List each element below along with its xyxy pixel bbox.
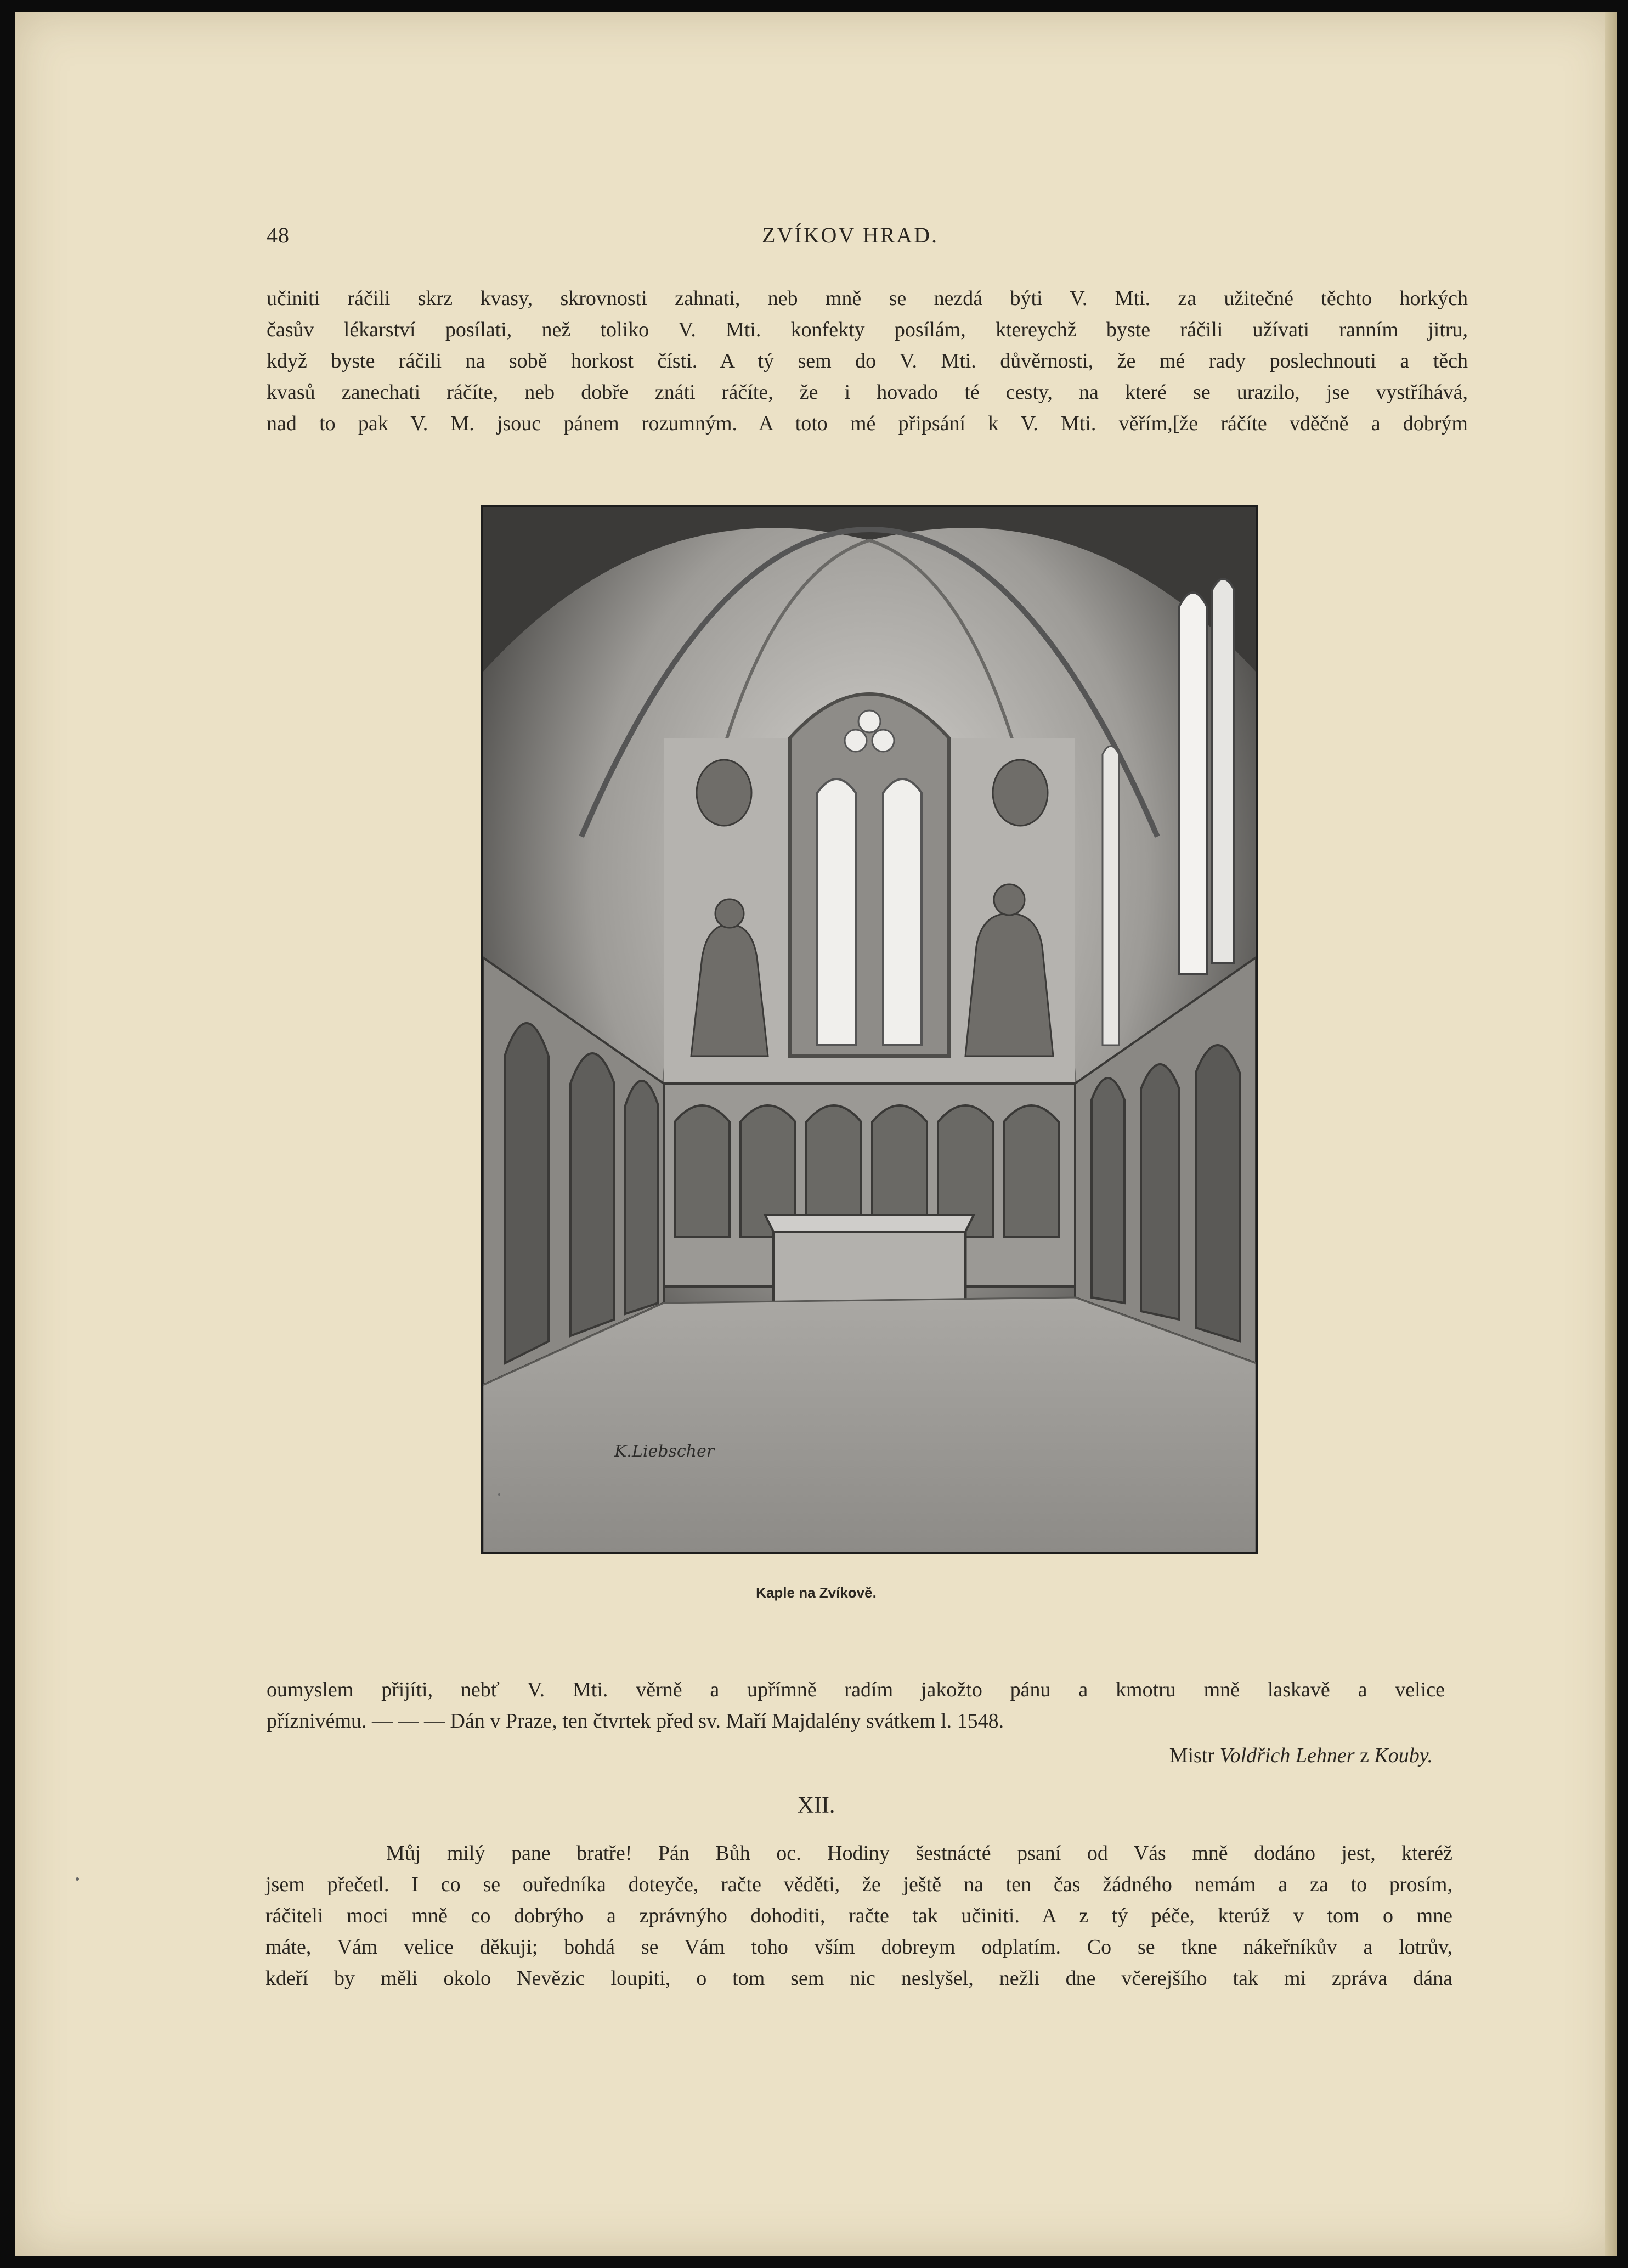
text-line: kvasů zanechati ráčíte, neb dobře znáti ráčíte, že i hovado té cesty, na které se urazilo, jse vystříhává,	[267, 381, 1468, 404]
text-line: kdeří by měli okolo Nevězic loupiti, o tom sem nic neslyšel, nežli dne včerejšího tak mi zpráva dána	[265, 1967, 1452, 1990]
text-line: Můj milý pane bratře! Pán Bůh oc. Hodiny šestnácté psaní od Vás mně dodáno jest, kteréž	[386, 1842, 1452, 1865]
signature-name: Voldřich Lehner	[1219, 1744, 1355, 1767]
section-heading: XII.	[797, 1793, 835, 1818]
figure-caption: Kaple na Zvíkově.	[756, 1584, 877, 1601]
running-head: ZVÍKOV HRAD.	[762, 223, 939, 247]
margin-speck	[76, 1877, 79, 1881]
page-edge	[1605, 12, 1617, 2256]
artist-signature: K.Liebscher	[614, 1442, 715, 1461]
paragraph-bottom	[265, 1838, 1452, 1994]
signature-connector: z	[1354, 1744, 1375, 1767]
text-line: časův lékarství posílati, než toliko V. Mti. konfekty posílám, ktereychž byste ráčili užívati ranním jitru,	[267, 318, 1468, 341]
text-line: když byste ráčili na sobě horkost čísti. A tý sem do V. Mti. důvěrnosti, že mé rady poslechnouti a těch	[267, 349, 1468, 373]
text-line: nad to pak V. M. jsouc pánem rozumným. A toto mé připsání k V. Mti. věřím,[že ráčíte vděčně a dobrým	[267, 412, 1468, 435]
page-header	[250, 212, 1450, 256]
margin-speck	[498, 1493, 500, 1496]
text-line: učiniti ráčili skrz kvasy, skrovnosti zahnati, neb mně se nezdá býti V. Mti. za užitečné těchto horkých	[267, 287, 1468, 310]
text-line: máte, Vám velice děkuji; bohdá se Vám toho vším dobreym odplatím. Co se tkne nákeřníkův a lotrův,	[265, 1936, 1452, 1959]
chapel-illustration	[481, 505, 1258, 1554]
book-page	[15, 12, 1617, 2256]
page-number: 48	[267, 223, 290, 247]
signature-prefix: Mistr	[1169, 1744, 1220, 1767]
chapel-engraving	[483, 507, 1256, 1552]
text-line: ráčiteli moci mně co dobrýho a zprávnýho dohoditi, račte tak učiniti. A z tý péče, kterúž v tom o mne	[265, 1904, 1452, 1927]
signature-place: Kouby.	[1374, 1744, 1433, 1767]
letter-signature	[1169, 1740, 1433, 1771]
paragraph-middle	[267, 1674, 1445, 1737]
text-line: příznivému. — — — Dán v Praze, ten čtvrtek před sv. Maří Majdalény svátkem l. 1548.	[267, 1710, 1004, 1733]
text-line: jsem přečetl. I co se ouředníka doteyče, račte věděti, že ještě na ten čas žádného nemám a za to prosím,	[265, 1873, 1452, 1896]
text-line: oumyslem přijíti, nebť V. Mti. věrně a upřímně radím jakožto pánu a kmotru mně laskavě a velice	[267, 1678, 1445, 1701]
paragraph-top	[267, 283, 1468, 439]
